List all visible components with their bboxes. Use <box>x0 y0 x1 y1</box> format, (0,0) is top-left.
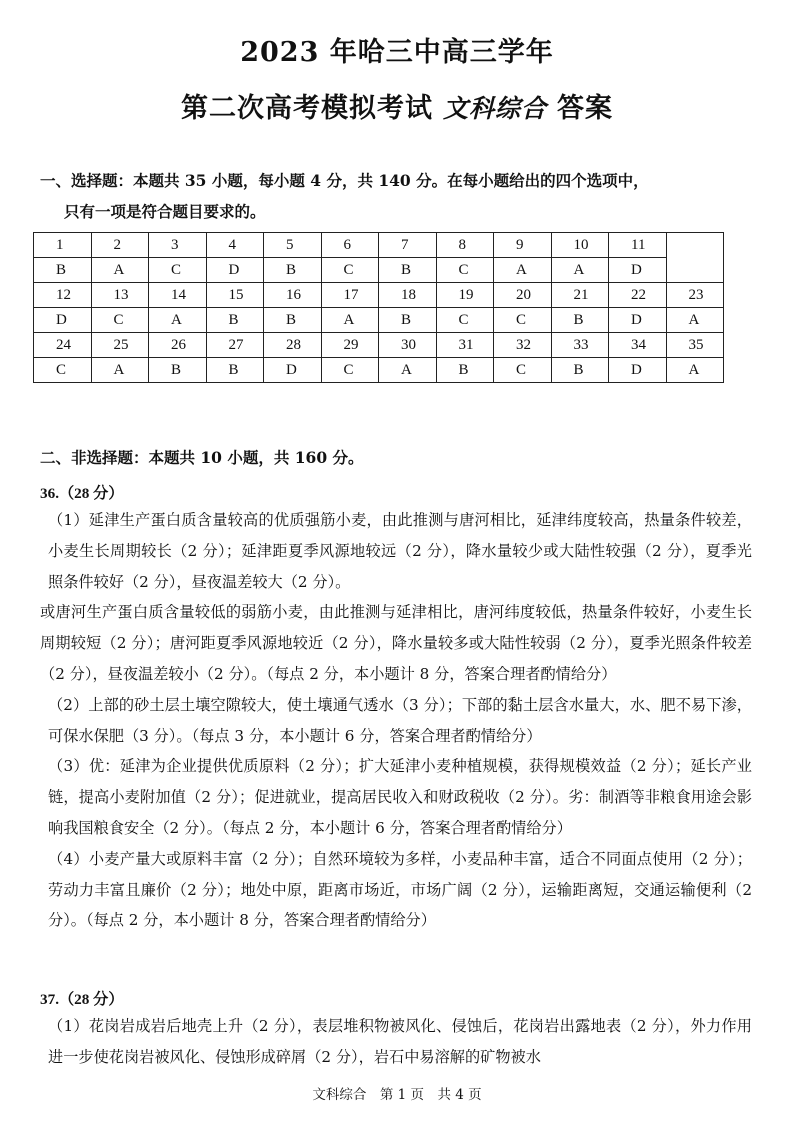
question-number-cell: 24 <box>34 333 92 358</box>
answer-letter-cell: C <box>91 308 149 333</box>
section-1-line-1: 一、选择题：本题共 35 小题，每小题 4 分，共 140 分。在每小题给出的四个选项中， <box>40 171 649 190</box>
answer-table <box>33 232 724 383</box>
answer-letter-cell: B <box>264 258 322 283</box>
question-number-cell: 26 <box>149 333 207 358</box>
answer-letter-cell: A <box>379 358 437 383</box>
answer-letter-cell: A <box>666 358 724 383</box>
question-number-cell: 3 <box>149 233 207 258</box>
answer-table-row <box>34 333 724 358</box>
q36-part-1: （1）延津生产蛋白质含量较高的优质强筋小麦，由此推测与唐河相比，延津纬度较高，热量条件较差，小麦生长周期较长（2 分）；延津距夏季风源地较远（2 分），降水量较少或大陆性较强（2 分），夏季光照条件较好（2 分），昼夜温差较大（2 分）。 <box>48 511 752 591</box>
question-number-cell <box>666 233 724 283</box>
q36-part-2: （2）上部的砂土层土壤空隙较大，使土壤通气透水（3 分）；下部的黏土层含水量大，水、肥不易下渗，可保水保肥（3 分）。（每点 3 分，本小题计 6 分，答案合理者酌情给分） <box>48 695 752 745</box>
answer-letter-cell: D <box>206 258 264 283</box>
answer-letter-cell: B <box>436 358 494 383</box>
answer-letter-cell: C <box>436 258 494 283</box>
subtitle-answer: 答案 <box>557 93 613 124</box>
section-1-line-2: 只有一项是符合题目要求的。 <box>64 202 266 221</box>
question-number-cell: 29 <box>321 333 379 358</box>
exam-title: 2023 年哈三中高三学年 <box>240 37 554 68</box>
answer-letter-cell: B <box>551 358 609 383</box>
question-number-cell: 8 <box>436 233 494 258</box>
question-number-cell: 13 <box>91 283 149 308</box>
question-number-cell: 27 <box>206 333 264 358</box>
answer-letter-cell: A <box>494 258 552 283</box>
answer-letter-cell: A <box>149 308 207 333</box>
question-number-cell: 18 <box>379 283 437 308</box>
answer-letter-cell: A <box>321 308 379 333</box>
question-number-cell: 17 <box>321 283 379 308</box>
q36-part-1-alt: 或唐河生产蛋白质含量较低的弱筋小麦，由此推测与延津相比，唐河纬度较低，热量条件较好，小麦生长周期较短（2 分）；唐河距夏季风源地较近（2 分），降水量较多或大陆性较弱（2 分），夏季光照条件较差（2 分），昼夜温差较小（2 分）。（每点 2 分，本小题计 8 分，答案合理者酌情给分） <box>40 603 752 683</box>
answer-letter-cell: B <box>34 258 92 283</box>
subtitle-subject: 文科综合 <box>442 94 547 123</box>
section-2-heading: 二、非选择题：本题共 10 小题，共 160 分。 <box>40 448 364 467</box>
question-37-answer <box>40 1011 752 1073</box>
page-footer: 文科综合 第 1 页 共 4 页 <box>312 1087 482 1103</box>
question-number-cell: 21 <box>551 283 609 308</box>
answer-letter-cell: C <box>321 258 379 283</box>
answer-letter-cell: C <box>436 308 494 333</box>
question-number-cell: 20 <box>494 283 552 308</box>
answer-table-row <box>34 308 724 333</box>
answer-letter-cell: A <box>91 258 149 283</box>
question-number-cell: 9 <box>494 233 552 258</box>
question-number-cell: 1 <box>34 233 92 258</box>
question-number-cell: 15 <box>206 283 264 308</box>
answer-letter-cell: B <box>379 258 437 283</box>
answer-letter-cell: B <box>206 308 264 333</box>
answer-letter-cell: B <box>149 358 207 383</box>
question-number-cell: 35 <box>666 333 724 358</box>
answer-letter-cell: B <box>551 308 609 333</box>
q36-part-4: （4）小麦产量大或原料丰富（2 分）；自然环境较为多样，小麦品种丰富，适合不同面点使用（2 分）；劳动力丰富且廉价（2 分）；地处中原，距离市场近，市场广阔（2 分），运输距离短，交通运输便利（2 分）。（每点 2 分，本小题计 8 分，答案合理者酌情给分） <box>48 849 752 930</box>
answer-letter-cell: C <box>321 358 379 383</box>
question-number-cell: 30 <box>379 333 437 358</box>
question-number-cell: 22 <box>609 283 667 308</box>
answer-letter-cell: D <box>609 258 667 283</box>
answer-letter-cell: B <box>379 308 437 333</box>
question-number-cell: 2 <box>91 233 149 258</box>
answer-letter-cell: D <box>34 308 92 333</box>
answer-letter-cell: C <box>34 358 92 383</box>
answer-letter-cell: C <box>494 358 552 383</box>
answer-letter-cell: D <box>609 358 667 383</box>
question-number-cell: 16 <box>264 283 322 308</box>
question-number-cell: 4 <box>206 233 264 258</box>
answer-letter-cell: B <box>206 358 264 383</box>
question-number-cell: 12 <box>34 283 92 308</box>
question-number-cell: 32 <box>494 333 552 358</box>
question-number-cell: 34 <box>609 333 667 358</box>
question-37-heading: 37.（28 分） <box>40 991 124 1008</box>
question-number-cell: 6 <box>321 233 379 258</box>
question-number-cell: 25 <box>91 333 149 358</box>
question-number-cell: 5 <box>264 233 322 258</box>
subtitle-exam-name: 第二次高考模拟考试 <box>180 93 433 124</box>
q36-part-3: （3）优：延津为企业提供优质原料（2 分）；扩大延津小麦种植规模，获得规模效益（2 分）；延长产业链，提高小麦附加值（2 分）；促进就业，提高居民收入和财政税收（2 分）。劣：制酒等非粮食用途会影响我国粮食安全（2 分）。（每点 2 分，本小题计 6 分，答案合理者酌情给分） <box>48 757 752 837</box>
answer-letter-cell: C <box>494 308 552 333</box>
answer-table-row <box>34 358 724 383</box>
answer-table-row <box>34 233 724 258</box>
section-1-heading <box>40 165 760 227</box>
question-number-cell: 11 <box>609 233 667 258</box>
answer-letter-cell: D <box>264 358 322 383</box>
question-number-cell: 28 <box>264 333 322 358</box>
question-number-cell: 31 <box>436 333 494 358</box>
question-36-answer <box>40 505 752 936</box>
answer-table-row <box>34 283 724 308</box>
answer-letter-cell: A <box>551 258 609 283</box>
exam-subtitle <box>0 86 794 125</box>
answer-letter-cell: A <box>91 358 149 383</box>
question-number-cell: 23 <box>666 283 724 308</box>
answer-letter-cell: A <box>666 308 724 333</box>
question-number-cell: 33 <box>551 333 609 358</box>
question-36-heading: 36.（28 分） <box>40 485 124 502</box>
answer-letter-cell: B <box>264 308 322 333</box>
answer-letter-cell: D <box>609 308 667 333</box>
answer-letter-cell: C <box>149 258 207 283</box>
answer-table-row <box>34 258 724 283</box>
question-number-cell: 10 <box>551 233 609 258</box>
question-number-cell: 14 <box>149 283 207 308</box>
question-number-cell: 7 <box>379 233 437 258</box>
question-number-cell: 19 <box>436 283 494 308</box>
q37-part-1: （1）花岗岩成岩后地壳上升（2 分），表层堆积物被风化、侵蚀后，花岗岩出露地表（2 分），外力作用进一步使花岗岩被风化、侵蚀形成碎屑（2 分），岩石中易溶解的矿物被水 <box>48 1017 752 1066</box>
